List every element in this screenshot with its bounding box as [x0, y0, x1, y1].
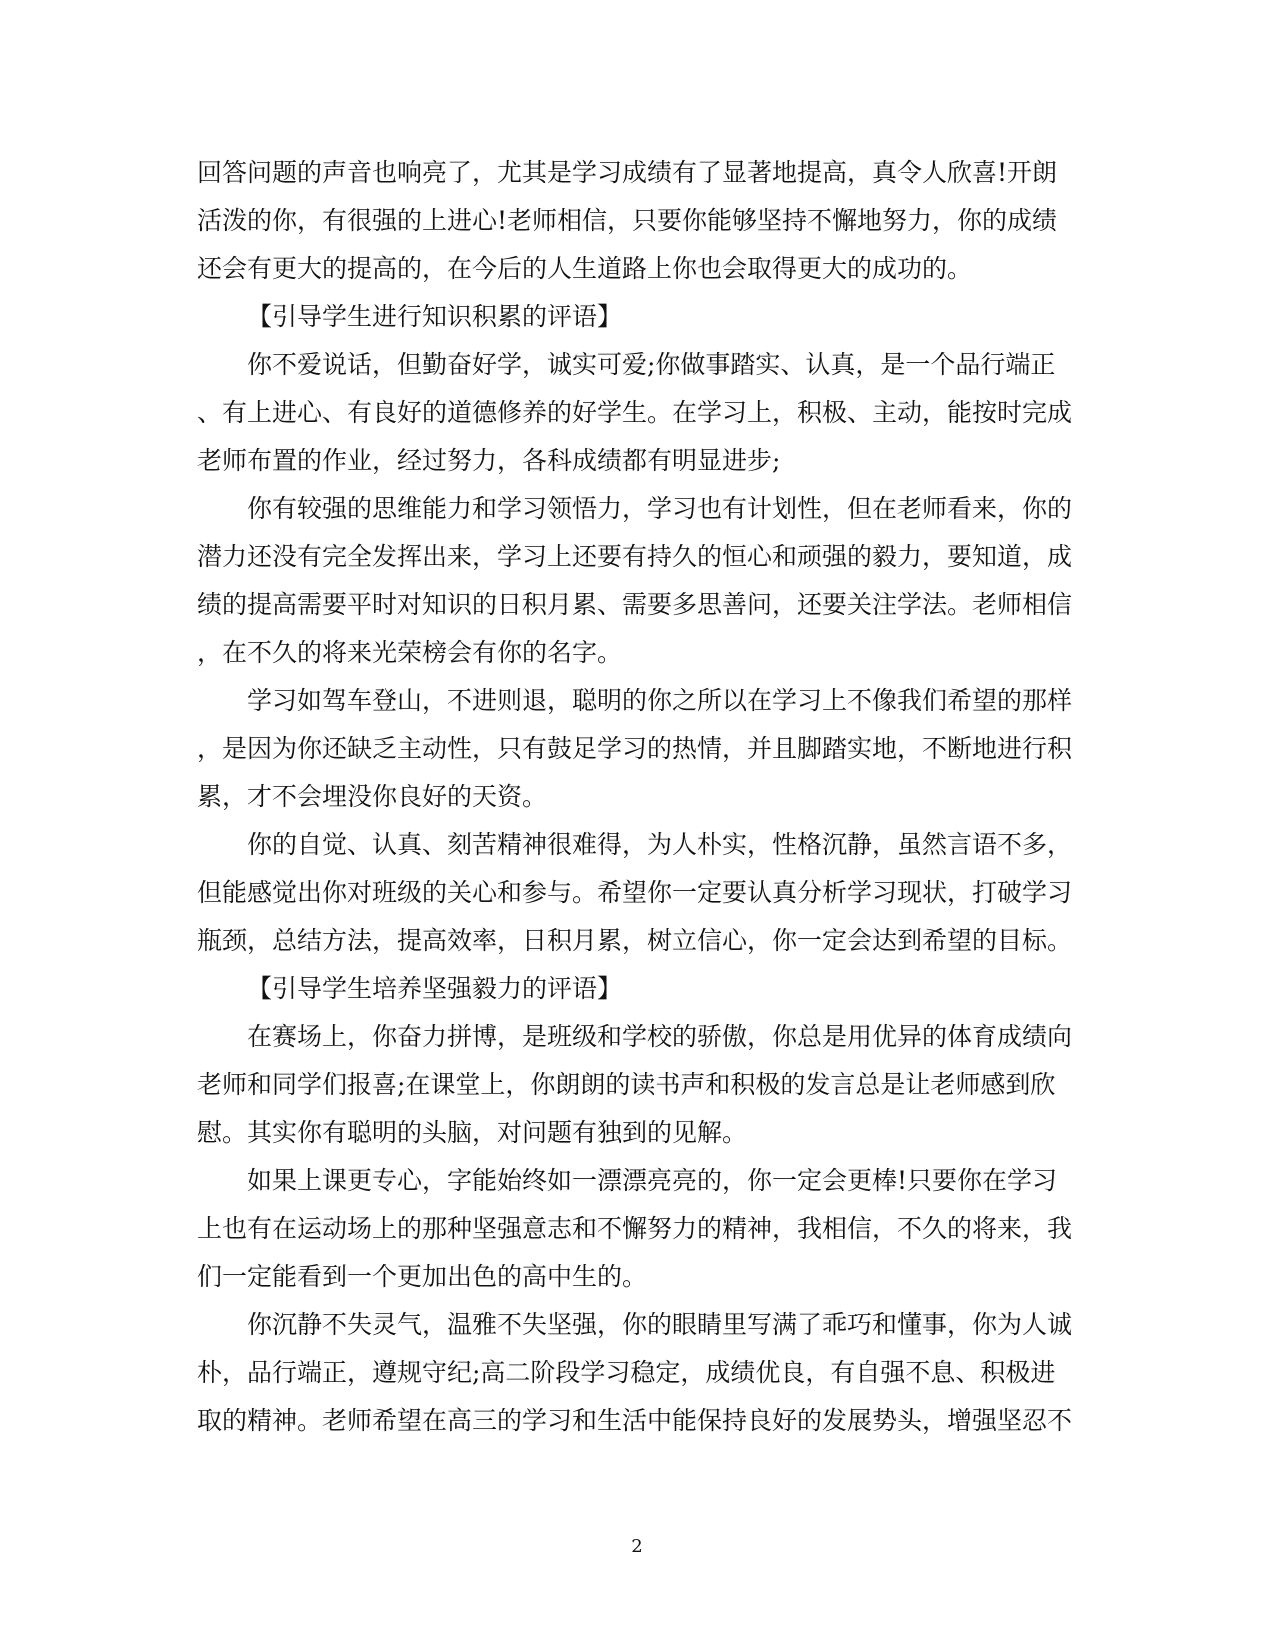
body-text-line: ，是因为你还缺乏主动性，只有鼓足学习的热情，并且脚踏实地，不断地进行积 [197, 734, 1073, 763]
body-text-line: 活泼的你，有很强的上进心!老师相信，只要你能够坚持不懈地努力，你的成绩 [197, 206, 1058, 235]
body-text-line: 累，才不会埋没你良好的天资。 [197, 782, 548, 811]
body-text-line: 潜力还没有完全发挥出来，学习上还要有持久的恒心和顽强的毅力，要知道，成 [197, 542, 1073, 571]
body-text-line: 绩的提高需要平时对知识的日积月累、需要多思善问，还要关注学法。老师相信 [197, 590, 1073, 619]
section-heading: 【引导学生进行知识积累的评语】 [247, 302, 623, 331]
body-text-line: 朴，品行端正，遵规守纪;高二阶段学习稳定，成绩优良，有自强不息、积极进 [197, 1358, 1056, 1387]
paragraph-first-line: 在赛场上，你奋力拼博，是班级和学校的骄傲，你总是用优异的体育成绩向 [247, 1022, 1073, 1051]
paragraph-first-line: 你不爱说话，但勤奋好学，诚实可爱;你做事踏实、认真，是一个品行端正 [247, 350, 1056, 379]
body-text-line: 还会有更大的提高的，在今后的人生道路上你也会取得更大的成功的。 [197, 254, 973, 283]
paragraph-first-line: 你有较强的思维能力和学习领悟力，学习也有计划性，但在老师看来，你的 [247, 494, 1073, 523]
body-text-line: 、有上进心、有良好的道德修养的好学生。在学习上，积极、主动，能按时完成 [197, 398, 1073, 427]
body-text-line: 瓶颈，总结方法，提高效率，日积月累，树立信心，你一定会达到希望的目标。 [197, 926, 1073, 955]
paragraph-first-line: 学习如驾车登山，不进则退，聪明的你之所以在学习上不像我们希望的那样 [247, 686, 1073, 715]
body-text-line: 们一定能看到一个更加出色的高中生的。 [197, 1262, 648, 1291]
body-text-line: ，在不久的将来光荣榜会有你的名字。 [197, 638, 623, 667]
body-text-line: 但能感觉出你对班级的关心和参与。希望你一定要认真分析学习现状，打破学习 [197, 878, 1073, 907]
paragraph-first-line: 你的自觉、认真、刻苦精神很难得，为人朴实，性格沉静，虽然言语不多， [247, 830, 1073, 859]
section-heading: 【引导学生培养坚强毅力的评语】 [247, 974, 623, 1003]
paragraph-first-line: 你沉静不失灵气，温雅不失坚强，你的眼睛里写满了乖巧和懂事，你为人诚 [247, 1310, 1073, 1339]
body-text-line: 老师布置的作业，经过努力，各科成绩都有明显进步; [197, 446, 781, 475]
page-number: 2 [631, 1536, 643, 1557]
body-text-line: 取的精神。老师希望在高三的学习和生活中能保持良好的发展势头，增强坚忍不 [197, 1406, 1073, 1435]
paragraph-first-line: 如果上课更专心，字能始终如一漂漂亮亮的，你一定会更棒!只要你在学习 [247, 1166, 1058, 1195]
body-text-line: 慰。其实你有聪明的头脑，对问题有独到的见解。 [197, 1118, 748, 1147]
body-text-line: 回答问题的声音也响亮了，尤其是学习成绩有了显著地提高，真令人欣喜!开朗 [197, 158, 1058, 187]
body-text-line: 老师和同学们报喜;在课堂上，你朗朗的读书声和积极的发言总是让老师感到欣 [197, 1070, 1056, 1099]
body-text-line: 上也有在运动场上的那种坚强意志和不懈努力的精神，我相信，不久的将来，我 [197, 1214, 1073, 1243]
